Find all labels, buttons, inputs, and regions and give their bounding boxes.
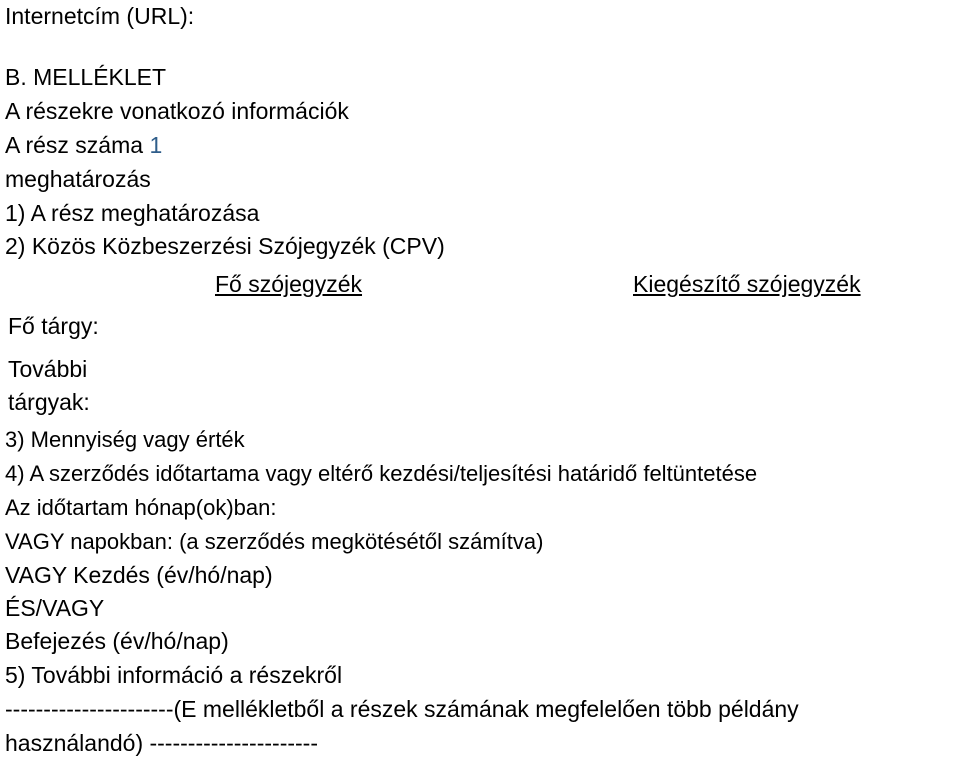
- item-4-duration: 4) A szerződés időtartama vagy eltérő kezdési/teljesítési határidő feltüntetése: [5, 461, 758, 486]
- duration-days: VAGY napokban: (a szerződés megkötésétől számítva): [5, 529, 544, 554]
- footer-line-1: ----------------------(E mellékletből a részek számának megfelelően több példány: [5, 696, 799, 722]
- cpv-supplementary-vocabulary-header: Kiegészítő szójegyzék: [633, 271, 861, 297]
- item-2-cpv: 2) Közös Közbeszerzési Szójegyzék (CPV): [5, 233, 445, 259]
- start-date: VAGY Kezdés (év/hó/nap): [5, 562, 273, 588]
- cpv-additional-objects-label-line1: További: [8, 356, 88, 382]
- cpv-additional-objects-label-line2: tárgyak:: [8, 389, 90, 415]
- cpv-main-vocabulary-header: Fő szójegyzék: [215, 271, 363, 297]
- lot-number-label: A rész száma: [5, 132, 144, 158]
- definition-label: meghatározás: [5, 166, 151, 192]
- duration-months: Az időtartam hónap(ok)ban:: [5, 495, 277, 520]
- lot-number-value: 1: [149, 132, 163, 158]
- internet-address-label: Internetcím (URL):: [5, 3, 195, 29]
- item-5-additional-info: 5) További információ a részekről: [5, 662, 343, 688]
- annex-title: B. MELLÉKLET: [5, 64, 167, 90]
- lots-info-title: A részekre vonatkozó információk: [5, 98, 349, 124]
- and-or: ÉS/VAGY: [5, 595, 105, 621]
- lot-number-row: [5, 132, 162, 159]
- item-1-lot-definition: 1) A rész meghatározása: [5, 200, 260, 226]
- end-date: Befejezés (év/hó/nap): [5, 628, 229, 654]
- cpv-main-object-label: Fő tárgy:: [8, 313, 99, 339]
- item-3-quantity: 3) Mennyiség vagy érték: [5, 427, 245, 452]
- footer-line-2: használandó) ----------------------: [5, 730, 318, 756]
